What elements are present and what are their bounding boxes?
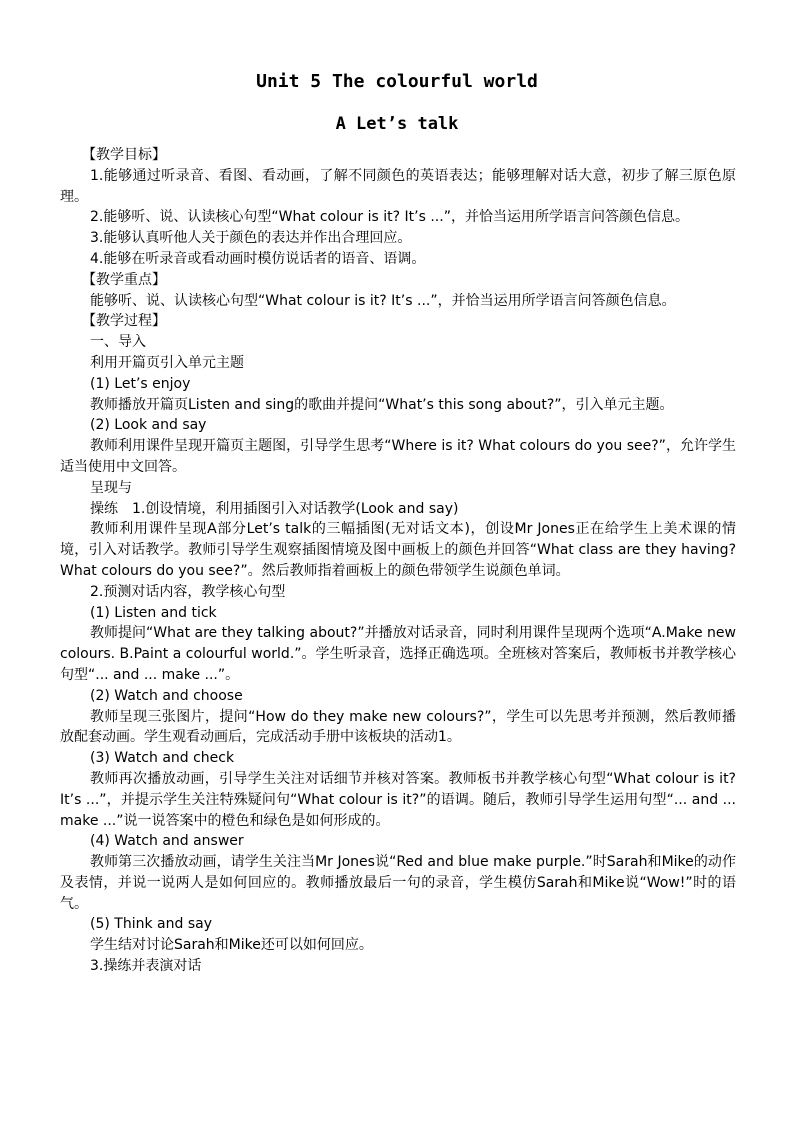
paragraph: 1.能够通过听录音、看图、看动画，了解不同颜色的英语表达；能够理解对话大意，初步了解三原色原理。 [60, 167, 736, 205]
paragraph: 教师第三次播放动画，请学生关注当Mr Jones说“Red and blue make purple.”时Sarah和Mike的动作及表情，并说一说两人是如何回应的。教师播放最后一句的录音，学生模仿Sarah和Mike说“Wow!”时的语气。 [60, 854, 736, 912]
paragraph: (5) Think and say [90, 916, 212, 933]
paragraph: 利用开篇页引入单元主题 [90, 354, 244, 371]
section-subtitle: A Let’s talk [335, 114, 459, 134]
paragraph: 教师提问“What are they talking about?”并播放对话录音，同时利用课件呈现两个选项“A.Make new colours. B.Paint a colourful world.”。学生听录音，选择正确选项。全班核对答案后，教师板书并教学核心句型“... and ... make ...”。 [60, 625, 736, 683]
paragraph: (3) Watch and check [90, 750, 235, 767]
paragraph: 学生结对讨论Sarah和Mike还可以如何回应。 [90, 937, 373, 954]
section-heading: 【教学过程】 [82, 313, 166, 330]
paragraph: 4.能够在听录音或看动画时模仿说话者的语音、语调。 [90, 250, 426, 267]
paragraph: 呈现与 [90, 479, 132, 496]
paragraph: 教师利用课件呈现开篇页主题图，引导学生思考“Where is it? What colours do you see?”，允许学生适当使用中文回答。 [60, 438, 736, 475]
paragraph: (1) Let’s enjoy [90, 375, 191, 392]
paragraph: 2.预测对话内容，教学核心句型 [90, 583, 286, 600]
paragraph: 一、导入 [90, 334, 146, 351]
section-heading: 【教学目标】 [82, 147, 166, 163]
paragraph: 2.能够听、说、认读核心句型“What colour is it? It’s ...”，并恰当运用所学语言问答颜色信息。 [90, 209, 689, 226]
paragraph: (2) Look and say [90, 417, 207, 434]
document-body [60, 145, 736, 977]
section-heading: 【教学重点】 [82, 271, 166, 288]
paragraph: (1) Listen and tick [90, 604, 217, 621]
paragraph: 能够听、说、认读核心句型“What colour is it? It’s ...”，并恰当运用所学语言问答颜色信息。 [90, 292, 676, 309]
paragraph: 教师呈现三张图片，提问“How do they make new colours?”，学生可以先思考并预测，然后教师播放配套动画。学生观看动画后，完成活动手册中该板块的活动1。 [60, 708, 736, 746]
paragraph: 教师再次播放动画，引导学生关注对话细节并核对答案。教师板书并教学核心句型“What colour is it? It’s ...”，并提示学生关注特殊疑问句“What colour is it?”的语调。随后，教师引导学生运用句型“... and ... make ...”说一说答案中的橙色和绿色是如何形成的。 [60, 770, 736, 829]
document-title: Unit 5 The colourful world [256, 71, 538, 92]
paragraph: (4) Watch and answer [90, 833, 244, 850]
paragraph: 教师播放开篇页Listen and sing的歌曲并提问“What’s this song about?”，引入单元主题。 [90, 396, 674, 413]
paragraph: 操练 1.创设情境，利用插图引入对话教学(Look and say) [90, 500, 459, 517]
paragraph: (2) Watch and choose [90, 687, 243, 704]
paragraph: 教师利用课件呈现A部分Let’s talk的三幅插图(无对话文本)，创设Mr Jones正在给学生上美术课的情境，引入对话教学。教师引导学生观察插图情境及图中画板上的颜色并回答“What class are they having? What colours do you see?”。然后教师指着画板上的颜色带领学生说颜色单词。 [60, 521, 736, 579]
paragraph: 3.操练并表演对话 [90, 958, 202, 975]
paragraph: 3.能够认真听他人关于颜色的表达并作出合理回应。 [90, 230, 412, 247]
